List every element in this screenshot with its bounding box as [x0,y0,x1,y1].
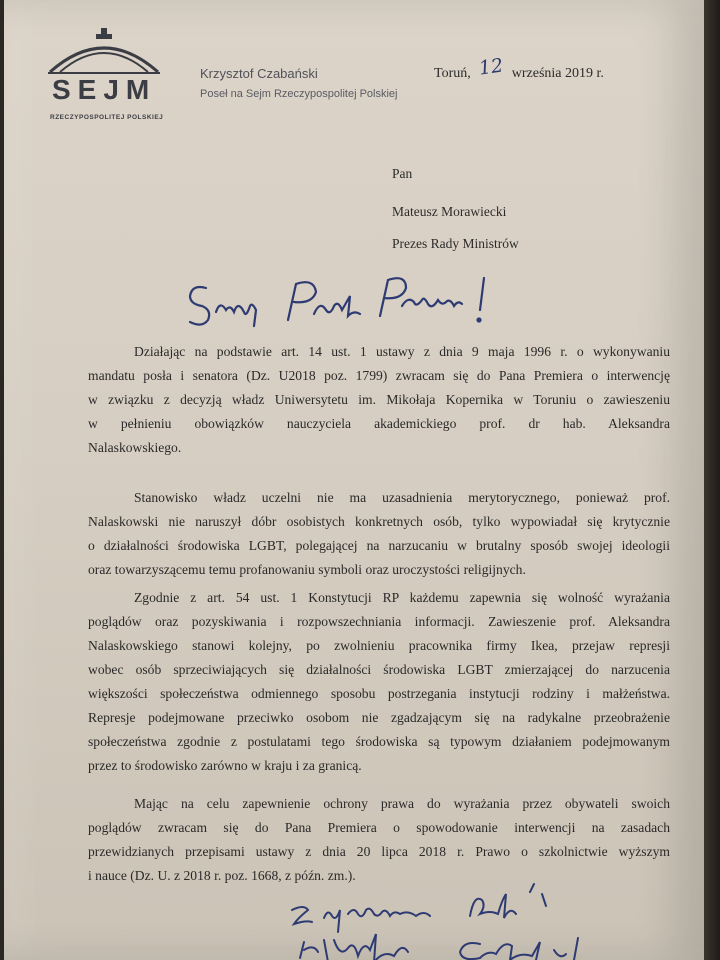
body-line: Represje podejmowane przeciwko osobom nie zgadzającym się na radykalne przeobrażenie [88,710,670,725]
date-day-handwritten: 12 [477,54,505,80]
body-paragraph-1 [88,340,670,460]
page-edge-shadow [704,0,720,960]
body-line: Nalaskowski nie naruszył dóbr osobistych konkretnych osób, tylko wypowiadał się krytycznie [88,514,670,529]
body-line: o działalności środowiska LGBT, polegającej na narzucaniu w brutalny sposób swojej ideologii [88,538,670,553]
body-line: Zgodnie z art. 54 ust. 1 Konstytucji RP każdemu zapewnia się wolność wyrażania [134,590,670,605]
body-line: mandatu posła i senatora (Dz. U2018 poz. 1799) zwracam się do Pana Premiera o interwencję [88,368,670,383]
body-line: przez to środowisko zarówno w kraju i za granicą. [88,758,362,773]
body-line: oraz towarzyszącemu temu profanowaniu symboli oraz uroczystości religijnych. [88,562,526,577]
body-paragraph-3 [88,586,670,778]
recipient-name: Mateusz Morawiecki [392,204,507,219]
logo-subtitle: RZECZYPOSPOLITEJ POLSKIEJ [50,114,164,121]
handwritten-greeting [184,270,514,340]
recipient-title: Prezes Rady Ministrów [392,236,519,251]
body-line: Działając na podstawie art. 14 ust. 1 ustawy z dnia 9 maja 1996 r. o wykonywaniu [134,344,670,359]
sender-name: Krzysztof Czabański [200,66,318,81]
sender-role: Poseł na Sejm Rzeczypospolitej Polskiej [200,88,398,100]
letter-page [4,0,704,960]
body-line: w związku z decyzją władz Uniwersytetu im. Mikołaja Kopernika w Toruniu o zawieszeniu [88,392,670,407]
body-line: poglądów oraz pozyskiwania i rozpowszechniania informacji. Zawieszenie prof. Aleksandra [88,614,670,629]
body-line: w pełnieniu obowiązków nauczyciela akademickiego prof. dr hab. Aleksandra [88,416,670,431]
body-line: Nalaskowskiego stanowi kolejny, po zwolnieniu pracownika firmy Ikea, przejaw represji [88,638,670,653]
body-line: Mając na celu zapewnienie ochrony prawa do wyrażania przez obywateli swoich [134,796,670,811]
handwritten-signature [284,870,604,960]
sejm-dome-icon [44,26,164,76]
body-line: wobec osób sprzeciwiających się działalności środowiska LGBT zmierzającej do narzucenia [88,662,670,677]
body-line: Nalaskowskiego. [88,440,182,455]
date-place: Toruń, [434,66,471,81]
logo-word: SEJM [52,74,157,105]
body-line: społeczeństwa zgodnie z postulatami tego środowiska są typowym działaniem podejmowanym [88,734,670,749]
sejm-logo [44,26,164,121]
body-line: i nauce (Dz. U. z 2018 r. poz. 1668, z późn. zm.). [88,868,356,883]
body-line: poglądów zwracam się do Pana Premiera o spowodowanie interwencji na zasadach [88,820,670,835]
dateline [434,54,604,82]
date-month-year: września 2019 r. [511,66,604,81]
body-line: przewidzianych przepisami ustawy z dnia 20 lipca 2018 r. Prawo o szkolnictwie wyższym [88,844,670,859]
body-paragraph-2 [88,486,670,582]
body-line: Stanowisko władz uczelni nie ma uzasadnienia merytorycznego, ponieważ prof. [134,490,670,505]
recipient-salutation: Pan [392,166,413,181]
body-line: większości społeczeństwa odmiennego sposobu postrzegania instytucji rodziny i małżeństwa. [88,686,670,701]
